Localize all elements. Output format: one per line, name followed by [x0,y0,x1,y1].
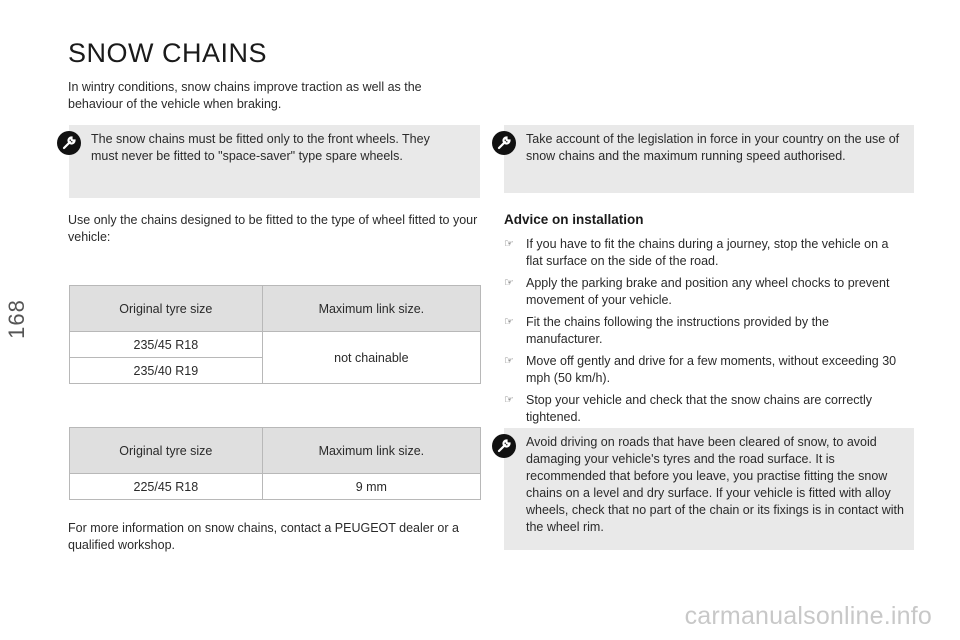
list-item [504,275,906,309]
list-item [504,236,906,270]
table-cell-link-size: 9 mm [262,474,480,500]
table-header-row [70,286,481,332]
watermark: carmanualsonline.info [684,602,932,630]
table-cell-tyre-size: 235/45 R18 [70,332,263,358]
pointing-hand-icon: ☞ [504,394,514,406]
table-cell-tyre-size: 225/45 R18 [70,474,263,500]
page-title: SNOW CHAINS [68,38,268,68]
wrench-warning-icon [57,131,81,155]
table-header-link-size: Maximum link size. [262,428,480,474]
list-item [504,392,906,426]
table-cell-tyre-size: 235/40 R19 [70,358,263,384]
table-cell-link-size: not chainable [262,332,480,384]
more-info-text: For more information on snow chains, contact a PEUGEOT dealer or a qualified workshop. [68,521,459,552]
pointing-hand-icon: ☞ [504,277,514,289]
info-box-front-wheels [69,125,480,198]
wrench-warning-icon [492,434,516,458]
info-text-front-wheels: The snow chains must be fitted only to the front wheels. They must never be fitted to "space-saver" type spare wheels. [91,132,430,163]
advice-item-text: Stop your vehicle and check that the snow chains are correctly tightened. [526,393,873,424]
advice-list [504,236,906,431]
page-number-text: 168 [4,299,29,339]
advice-item-text: If you have to fit the chains during a journey, stop the vehicle on a flat surface on the side of the road. [526,237,889,268]
tyre-table-unchainable [69,285,481,384]
page-number [2,294,32,344]
table-header-tyre-size: Original tyre size [70,428,263,474]
advice-item-text: Apply the parking brake and position any wheel chocks to prevent movement of your vehicle. [526,276,890,307]
advice-item-text: Fit the chains following the instructions provided by the manufacturer. [526,315,829,346]
use-only-text: Use only the chains designed to be fitted to the type of wheel fitted to your vehicle: [68,213,478,244]
tyre-table-chainable [69,427,481,500]
table-header-link-size: Maximum link size. [262,286,480,332]
table-header-tyre-size: Original tyre size [70,286,263,332]
info-text-avoid-driving: Avoid driving on roads that have been cleared of snow, to avoid damaging your vehicle's tyres and the road surface. It is recommended that before you leave, you practise fitting the snow chains on a level and dry surface. If your vehicle is fitted with alloy wheels, check that no part of the chain or its fixings is in contact with the wheel rim. [526,435,904,534]
table-row [70,474,481,500]
info-text-legislation: Take account of the legislation in force in your country on the use of snow chains and the maximum running speed authorised. [526,132,900,163]
advice-heading: Advice on installation [504,212,644,227]
advice-item-text: Move off gently and drive for a few moments, without exceeding 30 mph (50 km/h). [526,354,897,385]
list-item [504,314,906,348]
info-box-avoid-driving [504,428,914,550]
info-box-legislation [504,125,914,193]
pointing-hand-icon: ☞ [504,238,514,250]
list-item [504,353,906,387]
table-row [70,332,481,358]
pointing-hand-icon: ☞ [504,316,514,328]
intro-text: In wintry conditions, snow chains improve traction as well as the behaviour of the vehicle when braking. [68,80,422,111]
wrench-warning-icon [492,131,516,155]
pointing-hand-icon: ☞ [504,355,514,367]
table-header-row [70,428,481,474]
